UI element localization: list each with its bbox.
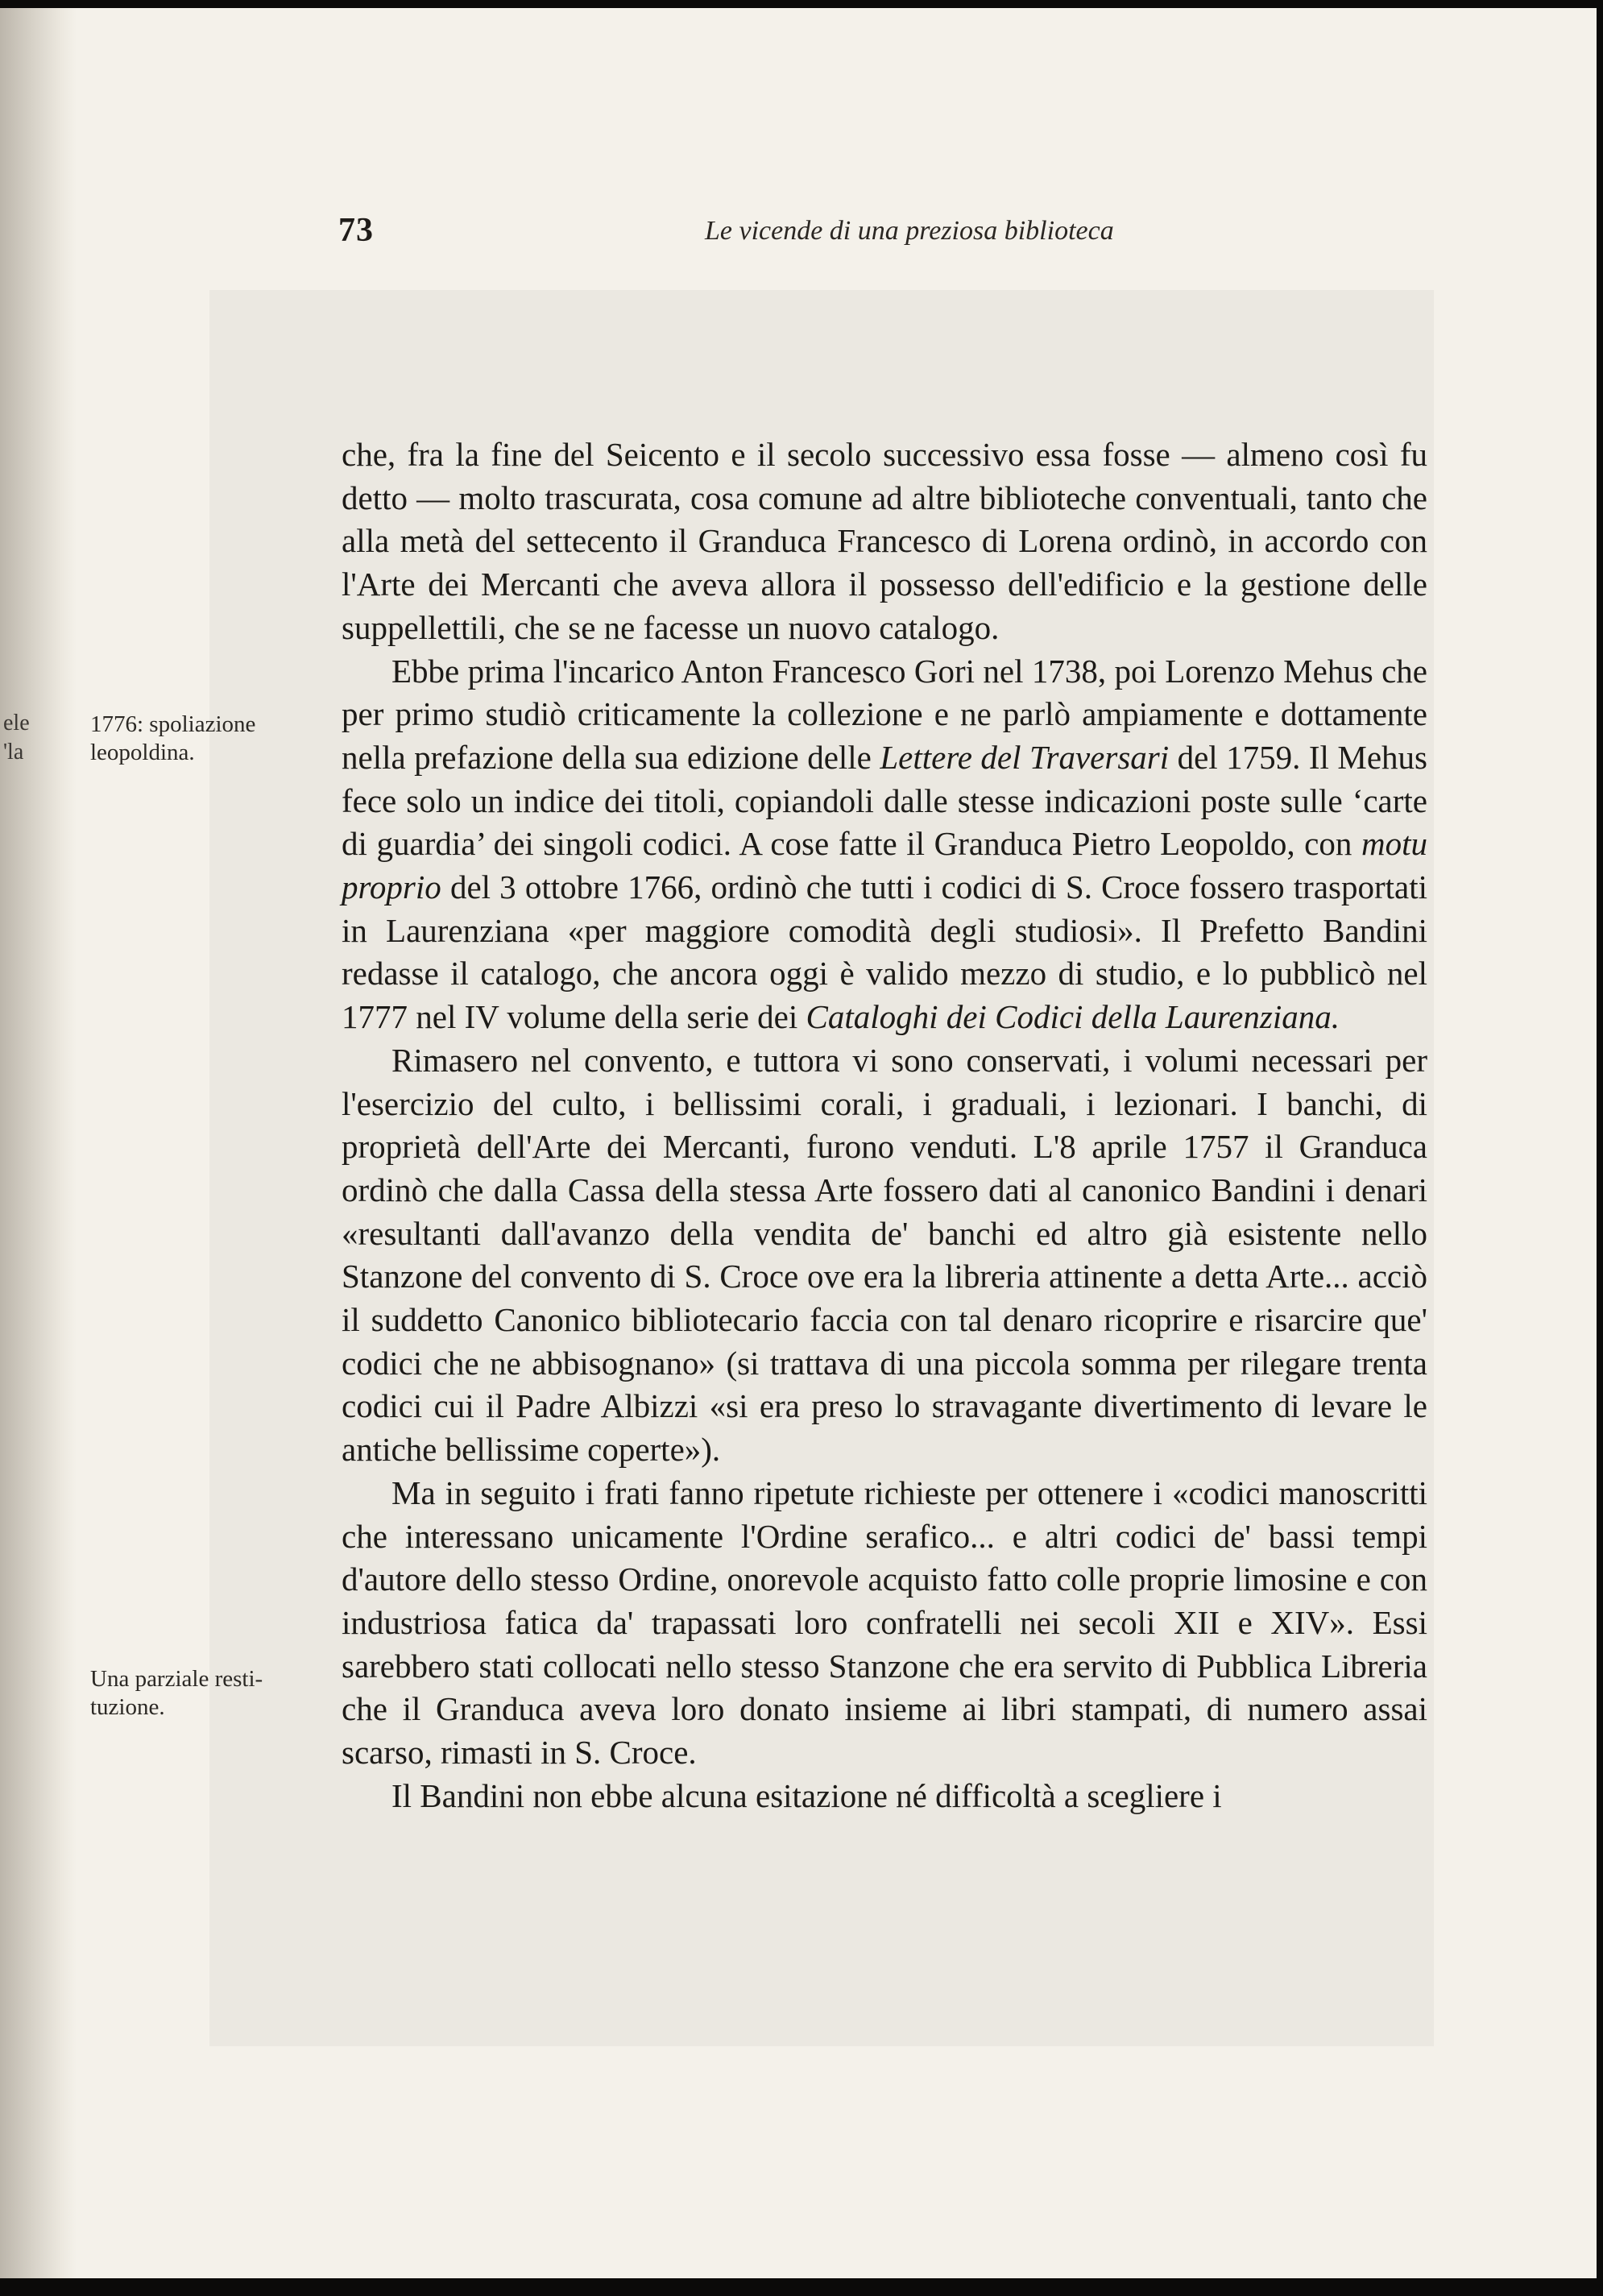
paragraph-text: del 3 ottobre 1766, ordinò che tutti i codici di S. Croce fossero trasportati in Laurenziana «per maggiore comodità degli studiosi». Il Prefetto Bandini redasse il catalogo, che ancora oggi è valido mezzo di studio, e lo pubblicò nel 1777 nel IV volume della serie dei — [342, 868, 1427, 1036]
facing-page-fragment: 'la — [3, 740, 24, 765]
paragraph-text: del 1759. Il Mehus fece solo un indice dei titoli, copiandoli dalle stesse indicazioni poste sulle ‘carte di guardia’ dei singoli codici. A cose fatte il Granduca Pietro Leopoldo, con — [342, 738, 1427, 863]
paragraph-text: Ma in seguito i frati fanno ripetute richieste per ottenere i «codici manoscritti che interessano unicamente l'Ordine serafico... e altri codici de' bassi tempi d'autore dello stesso Ordine, onorevole acquisto fatto colle proprie limosine e con industriosa fatica da' trapassati loro confratelli nei secoli XII e XIV». Essi sarebbero stati collocati nello stesso Stanzone che era servito di Pubblica Libreria che il Granduca aveva loro donato insieme ai libri stampati, di numero assai scarso, rimasti in S. Croce. — [342, 1473, 1427, 1772]
scan-border-bottom — [0, 2278, 1603, 2296]
binding-shadow — [0, 0, 77, 2296]
body-paragraph — [342, 650, 1427, 1039]
scan-border-top — [0, 0, 1603, 8]
paragraph-text: Ebbe prima l'incarico Anton Francesco Gori nel 1738, poi Lorenzo Mehus che per primo studiò criticamente la collezione e ne parlò ampiamente e dottamente nella prefazione della sua edizione delle — [342, 652, 1427, 776]
italic-text: Cataloghi dei Codici della Laurenziana. — [806, 998, 1340, 1036]
paragraph-text: Il Bandini non ebbe alcuna esitazione né difficoltà a scegliere i — [391, 1776, 1222, 1814]
body-paragraph — [342, 1775, 1427, 1818]
margin-note: Una parziale resti-tuzione. — [90, 1666, 263, 1720]
margin-note: 1776: spoliazione leopoldina. — [90, 711, 256, 765]
paragraph-text: che, fra la fine del Seicento e il secolo successivo essa fosse — almeno così fu detto — molto trascurata, cosa comune ad altre biblioteche conventuali, tanto che alla metà del settecento il Granduca Francesco di Lorena ordinò, in accordo con l'Arte dei Mercanti che aveva allora il possesso dell'edificio e la gestione delle suppellettili, che se ne facesse un nuovo catalogo. — [342, 436, 1427, 646]
body-text — [342, 433, 1427, 1818]
body-paragraph — [342, 433, 1427, 650]
scan-border-right — [1597, 0, 1603, 2296]
italic-text: motu proprio — [342, 825, 1427, 906]
paragraph-text: Rimasero nel convento, e tuttora vi sono conservati, i volumi necessari per l'esercizio del culto, i bellissimi corali, i graduali, i lezionari. I banchi, di proprietà dell'Arte dei Mercanti, furono venduti. L'8 aprile 1757 il Granduca ordinò che dalla Cassa della stessa Arte fossero dati al canonico Bandini i denari «resultanti dall'avanzo della vendita de' banchi ed altro già esistente nello Stanzone del convento di S. Croce ove era la libreria attinente a detta Arte... acciò il suddetto Canonico bibliotecario faccia con tal denaro ricoprire e risarcire que' codici che ne abbisognano» (si trattava di una piccola somma per rilegare trenta codici cui il Padre Albizzi «si era preso lo stravagante divertimento di levare le antiche bellissime coperte»). — [342, 1041, 1427, 1469]
italic-text: Lettere del Traversari — [880, 738, 1170, 776]
facing-page-fragments — [3, 709, 60, 767]
body-paragraph — [342, 1039, 1427, 1472]
page-header — [338, 211, 1418, 251]
facing-page-fragment: ele — [3, 711, 30, 736]
page-number: 73 — [338, 212, 374, 249]
running-title: Le vicende di una preziosa biblioteca — [705, 216, 1114, 246]
body-paragraph — [342, 1472, 1427, 1775]
